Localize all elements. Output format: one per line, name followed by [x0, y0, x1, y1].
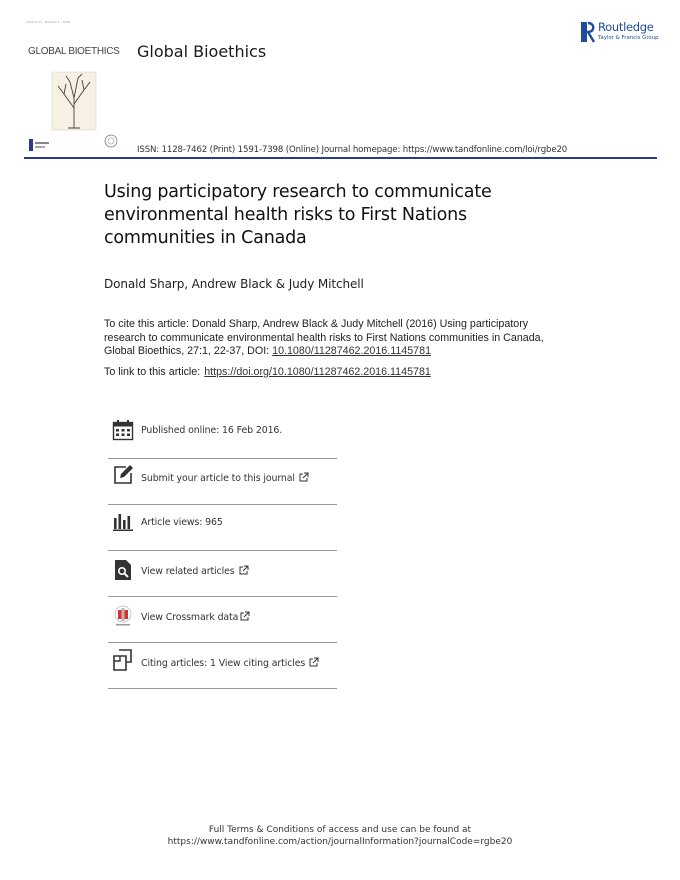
article-authors: Donald Sharp, Andrew Black & Judy Mitchell — [104, 277, 364, 291]
cite-text: Donald Sharp, Andrew Black & Judy Mitchell (2016) Using participatory research to communicate environmental health risks to First Nations communities in Canada, Global Bioethics, 27:1, 22-37, DOI: — [104, 318, 544, 357]
link-label: To link to this article: — [104, 366, 201, 378]
submit-article-item[interactable] — [108, 459, 337, 505]
journal-cover-image[interactable] — [26, 20, 120, 154]
related-articles-text: View related articles — [141, 566, 235, 577]
publisher-logo[interactable] — [580, 20, 660, 46]
external-link-icon — [240, 611, 250, 621]
footer-line-1: Full Terms & Conditions of access and use can be found at — [208, 825, 472, 835]
article-doi-url[interactable]: https://doi.org/10.1080/11287462.2016.1145781 — [204, 366, 431, 378]
journal-title[interactable]: Global Bioethics — [137, 42, 267, 61]
doi-link[interactable]: 10.1080/11287462.2016.1145781 — [272, 345, 432, 357]
published-online-item — [108, 412, 337, 458]
related-articles-link[interactable] — [141, 565, 249, 577]
tree-illustration-icon — [50, 68, 98, 134]
published-online-text: Published online: 16 Feb 2016. — [141, 425, 283, 436]
cite-label: To cite this article: — [104, 318, 189, 330]
citing-articles-item[interactable] — [108, 643, 337, 689]
external-link-icon — [299, 472, 309, 482]
article-link-line — [104, 366, 431, 378]
citing-articles-text: Citing articles: 1 View citing articles — [141, 658, 306, 669]
calendar-icon — [112, 419, 134, 441]
routledge-logo-icon — [580, 20, 596, 44]
crossmark-link[interactable] — [141, 611, 250, 623]
citation-block — [104, 318, 554, 359]
issn-text: ISSN: 1128-7462 (Print) 1591-7398 (Online) Journal homepage: — [137, 145, 403, 155]
edit-icon — [112, 464, 134, 486]
external-link-icon — [309, 657, 319, 667]
submit-article-text: Submit your article to this journal — [141, 473, 295, 484]
crossmark-item[interactable] — [108, 597, 337, 643]
journal-header — [24, 16, 659, 160]
bar-chart-icon — [112, 510, 134, 532]
header-divider — [24, 157, 657, 159]
issn-line — [137, 145, 567, 155]
article-views-text: Article views: 965 — [141, 517, 223, 528]
footer-terms — [0, 824, 680, 848]
footer-terms-link[interactable]: https://www.tandfonline.com/action/journalInformation?journalCode=rgbe20 — [167, 837, 513, 847]
crossmark-icon — [112, 605, 134, 627]
cover-seal-icon — [104, 134, 118, 148]
related-articles-item[interactable] — [108, 551, 337, 597]
submit-article-link[interactable] — [141, 472, 309, 484]
article-title: Using participatory research to communicate environmental health risks to First Nations communities in Canada — [104, 182, 492, 248]
article-views-item — [108, 505, 337, 551]
publisher-name: Routledge — [598, 20, 654, 34]
citing-articles-icon — [112, 649, 134, 671]
divider — [108, 688, 337, 689]
related-search-icon — [112, 559, 134, 581]
cover-title: GLOBAL BIOETHICS — [28, 46, 120, 57]
citing-articles-link[interactable] — [141, 657, 319, 669]
cover-top-text: Volume 27 · Number 1 · 2016 — [26, 20, 71, 24]
publisher-subtitle: Taylor & Francis Group — [598, 35, 659, 41]
crossmark-text: View Crossmark data — [141, 612, 239, 623]
cover-publisher-logo-icon — [28, 138, 52, 152]
journal-homepage-link[interactable]: https://www.tandfonline.com/loi/rgbe20 — [402, 145, 568, 155]
external-link-icon — [239, 565, 249, 575]
